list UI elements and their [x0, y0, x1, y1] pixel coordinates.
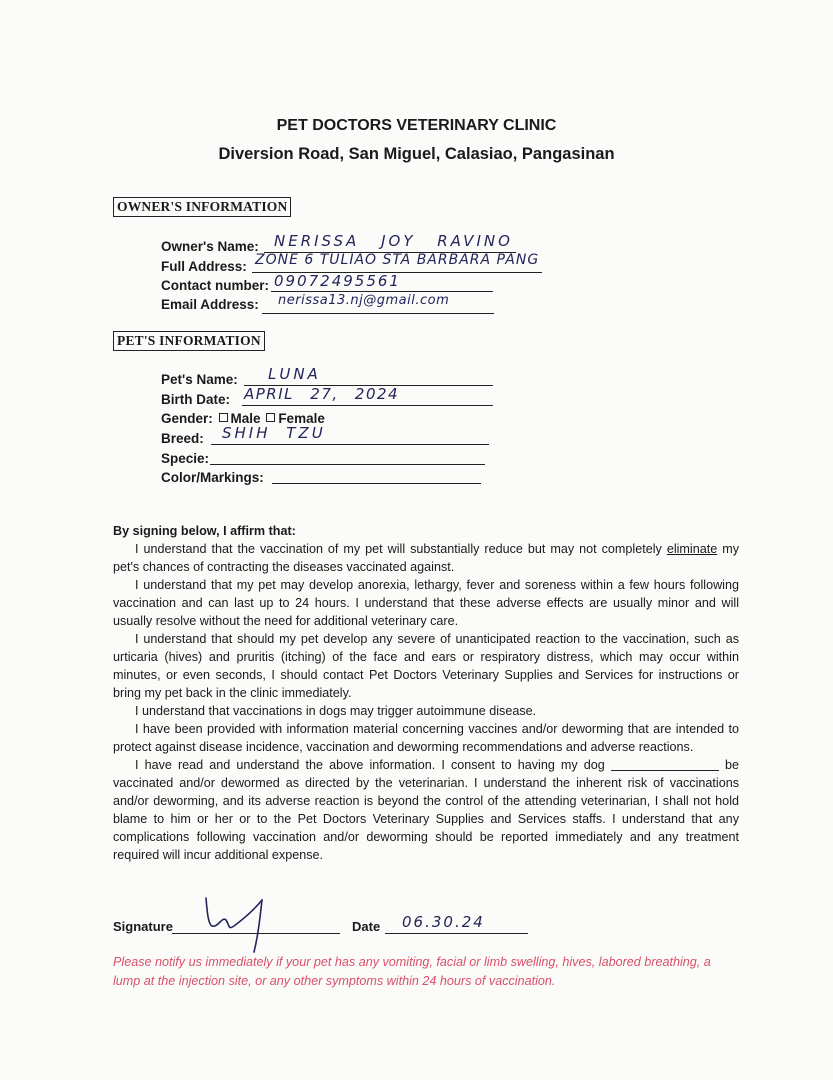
affirmation-paragraph: I understand that should my pet develop any severe of unanticipated reaction to the vaccination, such as urticaria (hives) and pruritis (itching) of the face and ears or respiratory distress, which may occur within minutes, or even seconds, I should contact Pet Doctors Veterinary Supplies and Services for instructions or bring my pet back in the clinic immediately. — [113, 632, 739, 700]
consent-paragraph — [113, 756, 739, 864]
owner-contact-label: Contact number: — [161, 278, 269, 293]
owner-address-label: Full Address: — [161, 259, 247, 274]
gender-male-label: Male — [230, 411, 261, 426]
post-vaccination-notice: Please notify us immediately if your pet has any vomiting, facial or limb swelling, hives, labored breathing, a lump at the injection site, or any other symptoms within 24 hours of vaccination. — [113, 955, 711, 988]
pet-name-field[interactable]: LUNA — [268, 365, 321, 383]
pet-specie-line[interactable] — [210, 448, 485, 465]
owner-section-title: OWNER'S INFORMATION — [113, 197, 291, 217]
consent-text-start: I have read and understand the above information. I consent to having my dog — [135, 758, 605, 772]
owner-name-label: Owner's Name: — [161, 239, 259, 254]
affirmation-paragraph: I understand that vaccinations in dogs may trigger autoimmune disease. — [135, 704, 537, 718]
owner-address-field[interactable]: ZONE 6 TULIAO STA BARBARA PANG — [255, 252, 540, 268]
affirmation-paragraph — [113, 540, 739, 576]
date-label: Date — [352, 919, 381, 934]
affirmation-paragraph: I have been provided with information material concerning vaccines and/or deworming that are intended to protect against disease incidence, vaccination and deworming recommendations and adverse reactions. — [113, 722, 739, 754]
affirmation-paragraph: I understand that my pet may develop anorexia, lethargy, fever and soreness within a few hours following vaccination and can last up to 24 hours. I understand that these adverse effects are usually minor and will usually resolve without the need for additional veterinary care. — [113, 578, 739, 628]
gender-male-checkbox[interactable] — [219, 413, 228, 422]
owner-name-field[interactable]: NERISSA JOY RAVINO — [274, 232, 513, 250]
pet-gender-label: Gender: — [161, 411, 213, 426]
dog-name-blank[interactable] — [611, 758, 719, 771]
pet-color-label: Color/Markings: — [161, 470, 264, 485]
pet-color-line[interactable] — [272, 467, 481, 484]
clinic-title: PET DOCTORS VETERINARY CLINIC — [276, 117, 557, 134]
pet-section-title: PET'S INFORMATION — [113, 331, 265, 351]
p1-underlined-word: eliminate — [666, 542, 718, 556]
consent-text-end: be vaccinated and/or dewormed as directed by the veterinarian. I understand the inherent risk of vaccinations and/or deworming, and its adverse reaction is beyond the control of the attending veterinarian, I shall not hold blame to him or her or to the Pet Doctors Veterinary Supplies and Services staffs. I understand that any complications following vaccination and/or deworming should be reported immediately and any treatment required will incur additional expense. — [113, 758, 740, 862]
owner-contact-field[interactable]: 09072495561 — [274, 272, 401, 290]
pet-breed-label: Breed: — [161, 431, 204, 446]
affirmation-block — [113, 522, 739, 864]
pet-birth-label: Birth Date: — [161, 392, 231, 407]
p1-text-start: I understand that the vaccination of my pet will substantially reduce but may not completely — [135, 542, 667, 556]
owner-email-label: Email Address: — [161, 297, 259, 312]
clinic-address: Diversion Road, San Miguel, Calasiao, Pangasinan — [218, 145, 615, 163]
gender-female-label: Female — [278, 411, 325, 426]
gender-female-checkbox[interactable] — [266, 413, 275, 422]
pet-breed-field[interactable]: SHIH TZU — [222, 424, 326, 442]
date-field[interactable]: 06.30.24 — [402, 913, 485, 931]
affirmation-heading: By signing below, I affirm that: — [113, 524, 296, 538]
owner-email-field[interactable]: nerissa13.nj@gmail.com — [278, 293, 450, 308]
signature-scribble — [198, 890, 278, 962]
p1-text-end: my pet's chances of contracting the diseases vaccinated against. — [113, 542, 739, 574]
signature-label: Signature — [113, 919, 173, 934]
pet-name-label: Pet's Name: — [161, 372, 238, 387]
pet-birth-field[interactable]: APRIL 27, 2024 — [244, 385, 400, 403]
pet-specie-label: Specie: — [161, 451, 210, 466]
